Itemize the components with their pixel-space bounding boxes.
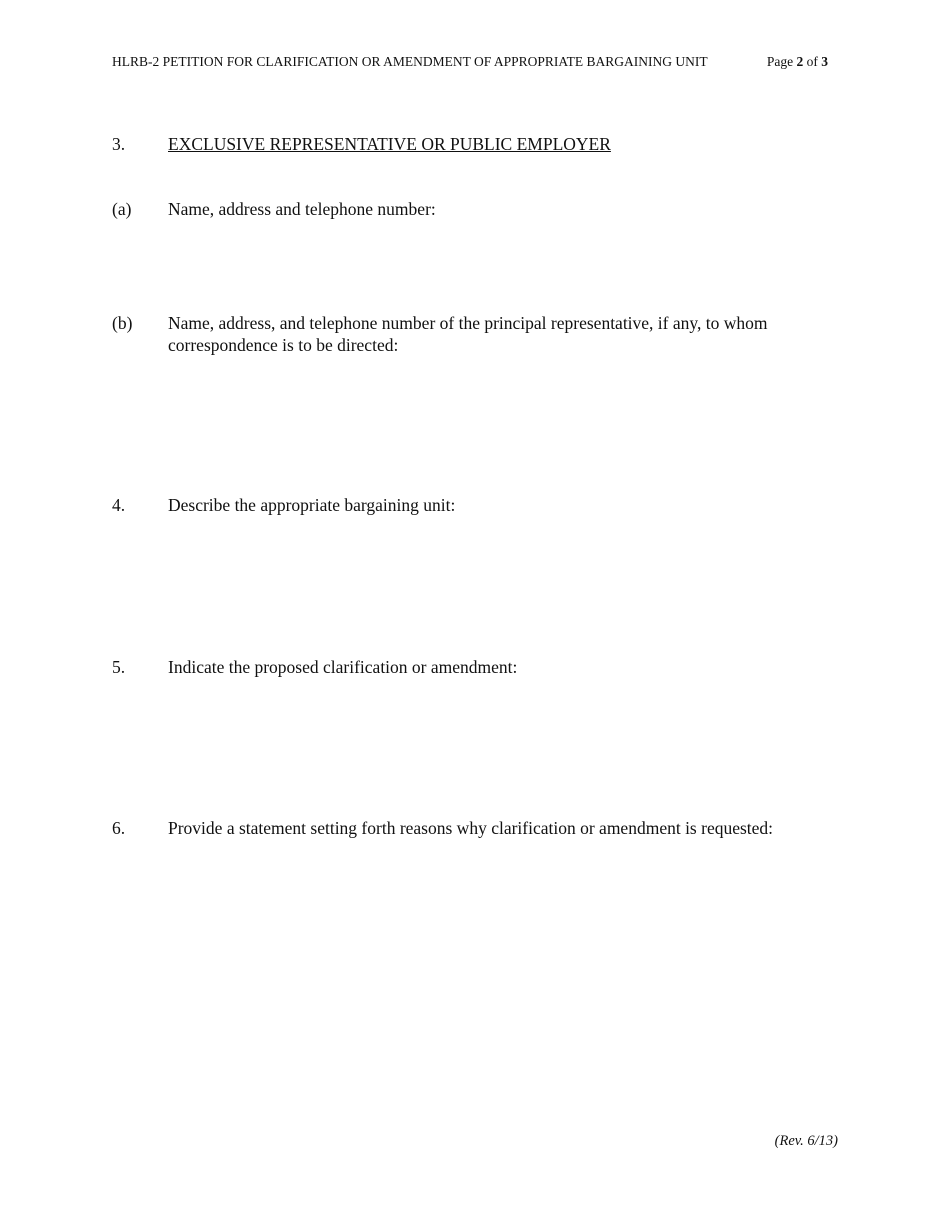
section-number: 3. — [112, 134, 126, 154]
section-prompt: Indicate the proposed clarification or amendment: — [168, 657, 518, 677]
section-number: 4. — [112, 495, 126, 515]
page-total: 3 — [821, 54, 828, 69]
section-prompt: Describe the appropriate bargaining unit: — [168, 495, 456, 515]
section-heading: EXCLUSIVE REPRESENTATIVE OR PUBLIC EMPLOYER — [168, 134, 611, 154]
section-prompt: Name, address and telephone number: — [168, 199, 436, 219]
page-number — [767, 54, 828, 70]
section-number: (a) — [112, 199, 132, 219]
section-number: 6. — [112, 818, 126, 838]
page-current: 2 — [796, 54, 804, 69]
revision-note: (Rev. 6/13) — [774, 1133, 838, 1149]
page-of: of — [806, 54, 818, 69]
page-word: Page — [766, 54, 794, 69]
section-prompt: Provide a statement setting forth reasons why clarification or amendment is requested: — [168, 818, 774, 838]
section-number: 5. — [112, 657, 126, 677]
section-prompt: Name, address, and telephone number of the principal representative, if any, to whom correspondence is to be directed: — [168, 313, 768, 355]
form-title: HLRB-2 PETITION FOR CLARIFICATION OR AMENDMENT OF APPROPRIATE BARGAINING UNIT — [112, 54, 708, 69]
section-number: (b) — [112, 313, 133, 333]
